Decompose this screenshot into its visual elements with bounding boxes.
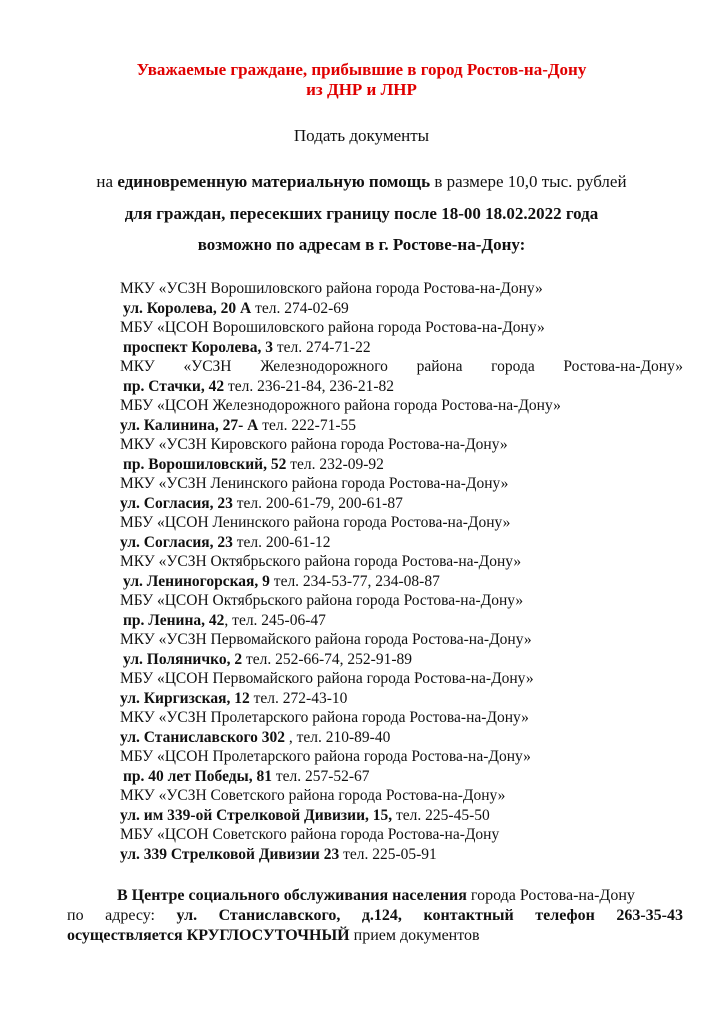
office-name: МКУ «УСЗН Железнодорожного района города Ростова-на-Дону» <box>120 358 683 375</box>
footer-address-label: по адресу: <box>67 907 177 924</box>
office-phone: тел. 200-61-79, 200-61-87 <box>232 494 403 512</box>
office-street: пр. Стачки, 42 <box>123 377 225 395</box>
office-phone: , тел. 210-89-40 <box>284 728 391 746</box>
office-phone: тел. 274-71-22 <box>273 338 371 356</box>
office-address <box>120 689 683 709</box>
office-phone: тел. 200-61-12 <box>232 533 331 551</box>
citizens-line: для граждан, пересекших границу после 18-00 18.02.2022 года <box>124 204 599 223</box>
office-name: МКУ «УСЗН Ворошиловского района города Ростова-на-Дону» <box>120 280 543 297</box>
footer-line-3 <box>67 926 683 946</box>
office-address <box>120 455 686 475</box>
office-address <box>120 338 686 358</box>
office-street: ул. 339 Стрелковой Дивизии 23 <box>120 845 340 863</box>
office-name: МБУ «ЦСОН Пролетарского района города Ростова-на-Дону» <box>120 748 531 765</box>
office-address <box>120 611 686 631</box>
office-street: ул. Станиславского 302 <box>120 728 285 746</box>
purpose-post: в размере 10,0 тыс. рублей <box>430 172 627 191</box>
office-address <box>120 845 683 865</box>
office-name: МБУ «ЦСОН Октябрьского района города Ростова-на-Дону» <box>120 592 524 609</box>
footer-address: ул. Станиславского, д.124, контактный телефон 263-35-43 <box>176 907 683 924</box>
footer-reception: прием документов <box>349 927 480 944</box>
office-phone: тел. 274-02-69 <box>251 299 349 317</box>
submit-documents-text: Подать документы <box>293 126 430 145</box>
footer-center-name: В Центре социального обслуживания населения <box>117 887 467 904</box>
office-address <box>120 494 683 514</box>
addresses-title: возможно по адресам в г. Ростове-на-Дону: <box>197 235 526 254</box>
office-phone: тел. 234-53-77, 234-08-87 <box>269 572 440 590</box>
office-street: ул. Согласия, 23 <box>120 494 233 512</box>
office-phone: тел. 232-09-92 <box>286 455 384 473</box>
purpose-bold: единовременную материальную помощь <box>117 172 431 191</box>
office-street: пр. Ворошиловский, 52 <box>123 455 287 473</box>
office-name: МКУ «УСЗН Октябрьского района города Ростова-на-Дону» <box>120 553 522 570</box>
office-address <box>120 416 683 436</box>
purpose-line <box>0 172 723 192</box>
office-name: МКУ «УСЗН Первомайского района города Ростова-на-Дону» <box>120 631 532 648</box>
heading-line-1: Уважаемые граждане, прибывшие в город Ростов-на-Дону <box>136 60 587 79</box>
office-street: ул. Согласия, 23 <box>120 533 233 551</box>
office-phone: тел. 225-45-50 <box>392 806 490 824</box>
footer-line-1 <box>67 886 683 906</box>
office-street: ул. Лениногорская, 9 <box>123 572 270 590</box>
footer-paragraph <box>67 886 683 946</box>
office-street: ул. Киргизская, 12 <box>120 689 250 707</box>
office-phone: тел. 236-21-84, 236-21-82 <box>224 377 394 395</box>
office-name: МБУ «ЦСОН Советского района города Ростова-на-Дону <box>120 826 500 843</box>
office-address <box>120 806 683 826</box>
office-phone: тел. 225-05-91 <box>339 845 437 863</box>
office-name: МБУ «ЦСОН Ленинского района города Ростова-на-Дону» <box>120 514 511 531</box>
office-address <box>120 533 683 553</box>
office-phone: тел. 272-43-10 <box>249 689 348 707</box>
office-address <box>120 728 683 748</box>
office-name: МКУ «УСЗН Советского района города Ростова-на-Дону» <box>120 787 506 804</box>
purpose-pre: на <box>96 172 118 191</box>
office-street: ул. Калинина, 27- А <box>120 416 259 434</box>
heading-line-2: из ДНР и ЛНР <box>306 80 417 99</box>
office-address <box>120 299 686 319</box>
office-address <box>120 767 686 787</box>
office-street: пр. 40 лет Победы, 81 <box>123 767 272 785</box>
office-address <box>120 572 686 592</box>
office-phone: тел. 222-71-55 <box>258 416 356 434</box>
office-name: МБУ «ЦСОН Первомайского района города Ростова-на-Дону» <box>120 670 534 687</box>
office-name: МКУ «УСЗН Кировского района города Ростова-на-Дону» <box>120 436 508 453</box>
office-name: МКУ «УСЗН Ленинского района города Ростова-на-Дону» <box>120 475 509 492</box>
office-address <box>120 650 686 670</box>
office-address <box>120 377 686 397</box>
office-name: МБУ «ЦСОН Железнодорожного района города Ростова-на-Дону» <box>120 397 561 414</box>
footer-city: города Ростова-на-Дону <box>466 887 635 904</box>
office-street: ул. Поляничко, 2 <box>123 650 243 668</box>
office-phone: , тел. 245-06-47 <box>224 611 326 629</box>
office-name: МКУ «УСЗН Пролетарского района города Ростова-на-Дону» <box>120 709 529 726</box>
office-phone: тел. 257-52-67 <box>271 767 370 785</box>
office-phone: тел. 252-66-74, 252-91-89 <box>242 650 412 668</box>
footer-round-the-clock: осуществляется КРУГЛОСУТОЧНЫЙ <box>67 927 350 944</box>
office-street: ул. им 339-ой Стрелковой Дивизии, 15, <box>120 806 393 824</box>
office-street: ул. Королева, 20 А <box>123 299 252 317</box>
office-name: МБУ «ЦСОН Ворошиловского района города Ростова-на-Дону» <box>120 319 545 336</box>
office-street: проспект Королева, 3 <box>123 338 273 356</box>
office-street: пр. Ленина, 42 <box>123 611 225 629</box>
footer-line-2 <box>67 906 683 926</box>
